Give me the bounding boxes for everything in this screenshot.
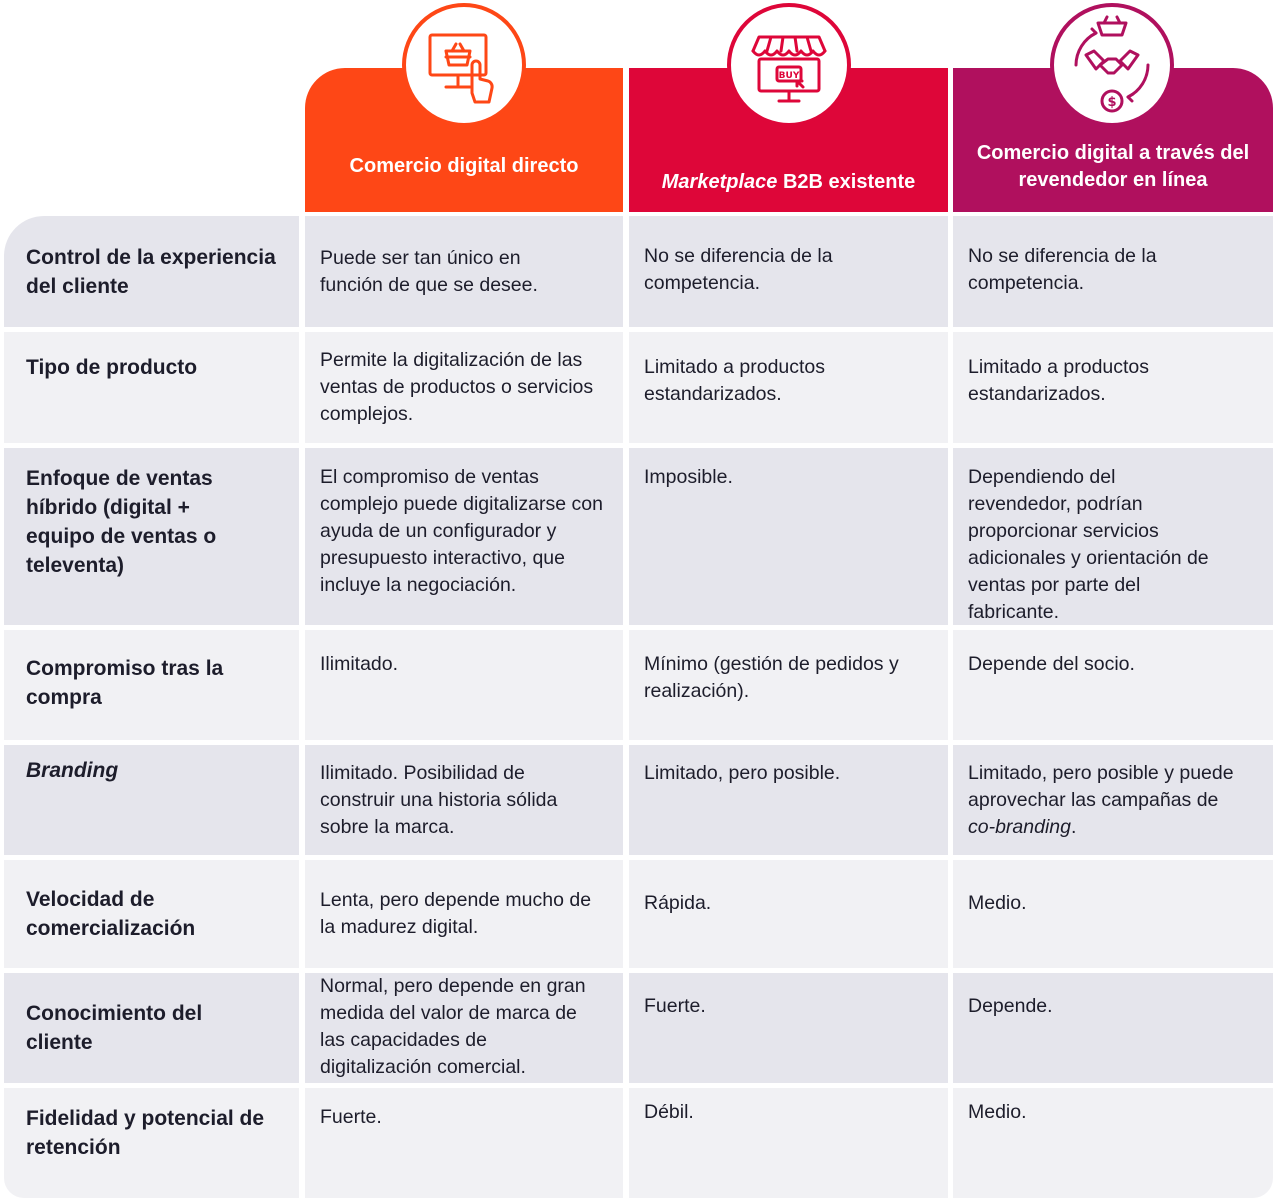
- table-cell: Fuerte.: [629, 973, 948, 1083]
- table-cell: Ilimitado. Posibilidad de construir una historia sólida sobre la marca.: [305, 745, 623, 855]
- table-cell: Lenta, pero depende mucho de la madurez digital.: [305, 860, 623, 968]
- table-cell: Medio.: [953, 1088, 1273, 1198]
- row-label: Velocidad de comercialización: [4, 860, 299, 968]
- table-cell: Puede ser tan único en función de que se desee.: [305, 216, 623, 327]
- handshake-cycle-icon: [1050, 3, 1174, 127]
- table-cell: No se diferencia de la competencia.: [953, 216, 1273, 327]
- row-label: Tipo de producto: [4, 332, 299, 443]
- table-cell: Fuerte.: [305, 1088, 623, 1198]
- table-cell: Rápida.: [629, 860, 948, 968]
- row-label: Control de la experiencia del cliente: [4, 216, 299, 327]
- table-cell: Normal, pero depende en gran medida del valor de marca de las capacidades de digitalización comercial.: [305, 973, 623, 1083]
- column-title: Marketplace B2B existente: [661, 171, 916, 193]
- table-cell: Limitado a productos estandarizados.: [953, 332, 1273, 443]
- table-cell: Mínimo (gestión de pedidos y realización).: [629, 630, 948, 740]
- row-label: Conocimiento del cliente: [4, 973, 299, 1083]
- column-title: Comercio digital a través del revendedor en línea: [976, 142, 1250, 191]
- table-cell: Depende del socio.: [953, 630, 1273, 740]
- row-label: Compromiso tras la compra: [4, 630, 299, 740]
- touchscreen-basket-icon: [402, 3, 526, 127]
- svg-text:$: $: [1107, 95, 1117, 110]
- table-cell: Dependiendo del revendedor, podrían proporcionar servicios adicionales y orientación de ventas por parte del fabricante.: [953, 448, 1273, 625]
- table-cell: El compromiso de ventas complejo puede digitalizarse con ayuda de un configurador y presupuesto interactivo, que incluye la negociación.: [305, 448, 623, 625]
- table-cell: No se diferencia de la competencia.: [629, 216, 948, 327]
- column-title: Comercio digital directo: [349, 155, 579, 177]
- table-cell: Permite la digitalización de las ventas de productos o servicios complejos.: [305, 332, 623, 443]
- table-cell: Ilimitado.: [305, 630, 623, 740]
- table-cell: Depende.: [953, 973, 1273, 1083]
- table-cell: Limitado, pero posible y puede aprovechar las campañas de co-branding.: [953, 745, 1273, 855]
- row-label: Branding: [4, 745, 299, 855]
- table-cell: Imposible.: [629, 448, 948, 625]
- table-cell: Medio.: [953, 860, 1273, 968]
- row-label: Enfoque de ventas híbrido (digital + equipo de ventas o televenta): [4, 448, 299, 625]
- svg-text:BUY: BUY: [778, 71, 800, 81]
- table-cell: Limitado a productos estandarizados.: [629, 332, 948, 443]
- row-label: Fidelidad y potencial de retención: [4, 1088, 299, 1198]
- table-cell: Débil.: [629, 1088, 948, 1198]
- table-cell: Limitado, pero posible.: [629, 745, 948, 855]
- storefront-buy-icon: [727, 3, 851, 127]
